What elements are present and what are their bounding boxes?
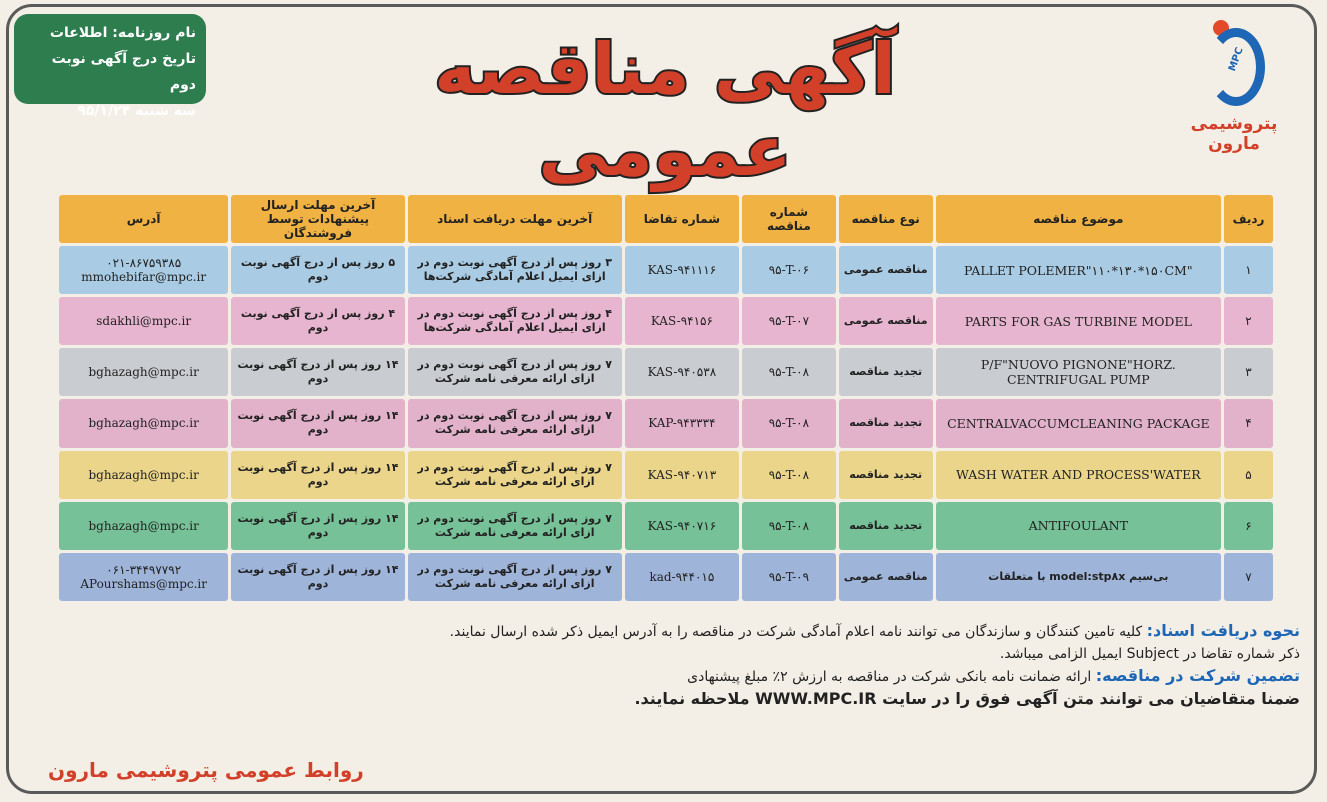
docs-heading: نحوه دریافت اسناد: [1146,621,1300,640]
row-subject: WASH WATER AND PROCESS'WATER [936,451,1222,499]
row-doc-deadline: ۷ روز پس از درج آگهی نوبت دوم در ازای ارائه معرفی نامه شرکت [408,502,622,550]
row-request: KAS-۹۴۱۱۱۶ [625,246,739,294]
row-doc-deadline: ۷ روز پس از درج آگهی نوبت دوم در ازای ارائه معرفی نامه شرکت [408,399,622,447]
row-address[interactable]: ۰۲۱-۸۶۷۵۹۳۸۵ mmohebifar@mpc.ir [59,246,228,294]
row-number: ۶ [1224,502,1273,550]
row-request: KAS-۹۴۰۵۳۸ [625,348,739,396]
row-doc-deadline: ۷ روز پس از درج آگهی نوبت دوم در ازای ارائه معرفی نامه شرکت [408,451,622,499]
header-cell: آخرین مهلت دریافت اسناد [408,195,622,243]
row-offer-deadline: ۱۴ روز پس از درج آگهی نوبت دوم [231,553,404,601]
row-doc-deadline: ۳ روز پس از درج آگهی نوبت دوم در ازای ایمیل اعلام آمادگی شرکت‌ها [408,246,622,294]
header-cell: شماره مناقصه [742,195,836,243]
row-number: ۳ [1224,348,1273,396]
row-offer-deadline: ۱۴ روز پس از درج آگهی نوبت دوم [231,502,404,550]
row-address[interactable]: ۰۶۱-۳۴۴۹۷۷۹۲ APourshams@mpc.ir [59,553,228,601]
logo-name: پتروشیمی مارون [1190,114,1278,154]
docs-text: کلیه تامین کنندگان و سازندگان می توانند نامه اعلام آمادگی شرکت در مناقصه را به آدرس ایمیل ذکر شده ارسال نمایند. [449,624,1143,640]
website-note: ضمنا متقاضیان می توانند متن آگهی فوق را در سایت WWW.MPC.IR ملاحظه نمایند. [634,689,1300,708]
logo-mark: MPC [1227,46,1247,73]
row-address[interactable]: bghazagh@mpc.ir [59,502,228,550]
header-cell: آخرین مهلت ارسال پیشنهادات توسط فروشندگان [231,195,404,243]
row-number: ۴ [1224,399,1273,447]
row-address[interactable]: bghazagh@mpc.ir [59,451,228,499]
row-tender: ۹۵-T-۰۷ [742,297,836,345]
row-subject: ANTIFOULANT [936,502,1222,550]
row-type: مناقصه عمومی [839,297,933,345]
table-row [59,348,1273,396]
row-offer-deadline: ۱۴ روز پس از درج آگهی نوبت دوم [231,399,404,447]
footer-line-1 [44,620,1300,643]
row-request: KAS-۹۴۰۷۱۶ [625,502,739,550]
row-tender: ۹۵-T-۰۸ [742,451,836,499]
row-type: تجدید مناقصه [839,399,933,447]
row-number: ۲ [1224,297,1273,345]
badge-line2: تاریخ درج آگهی نوبت دوم [51,51,196,93]
badge-line1: نام روزنامه: اطلاعات [49,25,196,41]
row-offer-deadline: ۱۴ روز پس از درج آگهی نوبت دوم [231,451,404,499]
row-offer-deadline: ۱۴ روز پس از درج آگهی نوبت دوم [231,348,404,396]
row-subject: P/F"NUOVO PIGNONE"HORZ. CENTRIFUGAL PUMP [936,348,1222,396]
header-cell: نوع مناقصه [839,195,933,243]
row-doc-deadline: ۴ روز پس از درج آگهی نوبت دوم در ازای ایمیل اعلام آمادگی شرکت‌ها [408,297,622,345]
row-doc-deadline: ۷ روز پس از درج آگهی نوبت دوم در ازای ارائه معرفی نامه شرکت [408,553,622,601]
row-request: KAS-۹۴۱۵۶ [625,297,739,345]
row-type: مناقصه عمومی [839,246,933,294]
footer-line-2: ذکر شماره تقاضا در Subject ایمیل الزامی میباشد. [999,646,1300,662]
header-cell: آدرس [59,195,228,243]
table-row [59,502,1273,550]
guarantee-text: ارائه ضمانت نامه بانکی شرکت در مناقصه به ارزش ۲٪ مبلغ پیشنهادی [687,669,1092,685]
signature: روابط عمومی پتروشیمی مارون [48,758,364,782]
row-subject: CENTRALVACCUMCLEANING PACKAGE [936,399,1222,447]
row-type: تجدید مناقصه [839,451,933,499]
row-tender: ۹۵-T-۰۸ [742,399,836,447]
row-tender: ۹۵-T-۰۶ [742,246,836,294]
row-tender: ۹۵-T-۰۹ [742,553,836,601]
row-tender: ۹۵-T-۰۸ [742,348,836,396]
newspaper-badge [14,14,206,119]
badge-line3: سه شنبه ۹۵/۱/۲۴ [77,103,196,119]
table-row [59,246,1273,294]
row-subject: بی‌سیم model:stp۸x با متعلقات [936,553,1222,601]
footer-line-3 [44,665,1300,688]
row-number: ۵ [1224,451,1273,499]
tender-table [56,192,1276,604]
row-tender: ۹۵-T-۰۸ [742,502,836,550]
row-address[interactable]: bghazagh@mpc.ir [59,399,228,447]
header-cell: موضوع مناقصه [936,195,1222,243]
row-subject: PALLET POLEMER"۱۱۰*۱۳۰*۱۵۰CM" [936,246,1222,294]
row-type: مناقصه عمومی [839,553,933,601]
row-type: تجدید مناقصه [839,502,933,550]
header-cell: ردیف [1224,195,1273,243]
row-request: KAS-۹۴۰۷۱۳ [625,451,739,499]
row-doc-deadline: ۷ روز پس از درج آگهی نوبت دوم در ازای ارائه معرفی نامه شرکت [408,348,622,396]
table-row [59,553,1273,601]
row-address[interactable]: sdakhli@mpc.ir [59,297,228,345]
row-number: ۷ [1224,553,1273,601]
row-number: ۱ [1224,246,1273,294]
table-header-row [59,195,1273,243]
row-offer-deadline: ۵ روز پس از درج آگهی نوبت دوم [231,246,404,294]
row-request: KAP-۹۴۳۳۳۴ [625,399,739,447]
row-type: تجدید مناقصه [839,348,933,396]
row-subject: PARTS FOR GAS TURBINE MODEL [936,297,1222,345]
page-title: آگهی مناقصه عمومی [434,28,896,192]
row-request: kad-۹۴۴۰۱۵ [625,553,739,601]
table-row [59,451,1273,499]
header-cell: شماره تقاضا [625,195,739,243]
row-address[interactable]: bghazagh@mpc.ir [59,348,228,396]
row-offer-deadline: ۴ روز پس از درج آگهی نوبت دوم [231,297,404,345]
table-row [59,399,1273,447]
mpc-logo [1179,18,1289,158]
table-row [59,297,1273,345]
footer-notes [44,620,1300,710]
guarantee-heading: تضمین شرکت در مناقصه: [1095,666,1300,685]
